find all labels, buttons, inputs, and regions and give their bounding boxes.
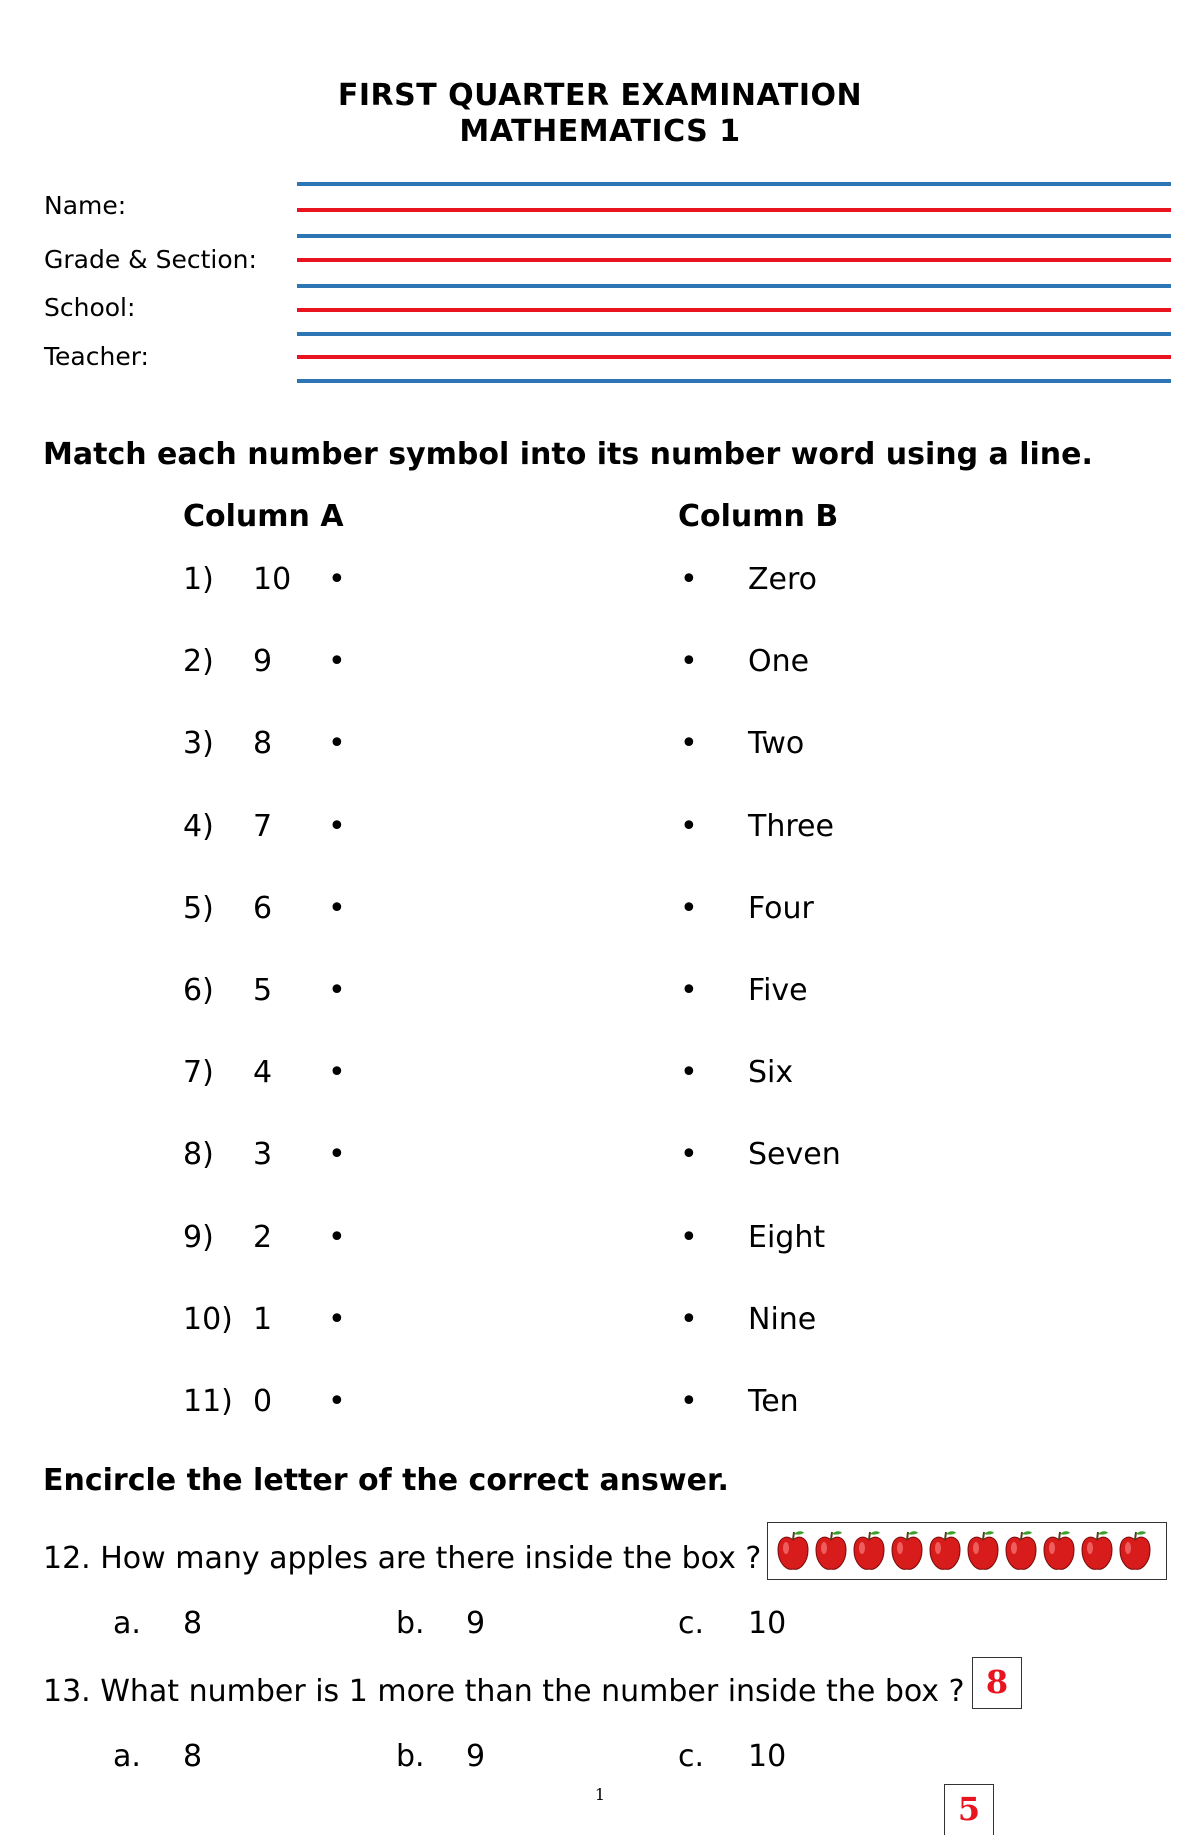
column-a-header: Column A (183, 499, 344, 534)
q13-option-b-value: 9 (466, 1739, 486, 1774)
match-number: 2) (183, 644, 214, 679)
question-13: 13. What number is 1 more than the number inside the box ? (43, 1674, 965, 1709)
apple-icon (814, 1528, 848, 1572)
grade-section-label: Grade & Section: (44, 245, 257, 274)
match-value: 0 (253, 1384, 273, 1419)
q12-option-c-value: 10 (748, 1606, 787, 1641)
column-a-dot[interactable]: • (328, 1220, 346, 1255)
match-number: 10) (183, 1302, 233, 1337)
match-number: 9) (183, 1220, 214, 1255)
column-b-dot[interactable]: • (680, 1055, 698, 1090)
apple-icon (890, 1528, 924, 1572)
match-number: 1) (183, 562, 214, 597)
q12-option-c-letter[interactable]: c. (678, 1606, 705, 1641)
q12-option-b-value: 9 (466, 1606, 486, 1641)
apple-box (767, 1522, 1167, 1580)
apple-icon (852, 1528, 886, 1572)
column-b-dot[interactable]: • (680, 1220, 698, 1255)
q13-option-a-value: 8 (183, 1739, 203, 1774)
subject-title: MATHEMATICS 1 (459, 114, 741, 149)
column-b-dot[interactable]: • (680, 1137, 698, 1172)
apple-icon (1080, 1528, 1114, 1572)
match-word: Two (748, 726, 805, 761)
column-b-dot[interactable]: • (680, 973, 698, 1008)
teacher-label: Teacher: (44, 342, 149, 371)
q13-option-c-letter[interactable]: c. (678, 1739, 705, 1774)
match-value: 5 (253, 973, 273, 1008)
writing-line-blue (297, 284, 1171, 288)
apple-icon (776, 1528, 810, 1572)
column-b-dot[interactable]: • (680, 891, 698, 926)
match-value: 4 (253, 1055, 273, 1090)
match-number: 11) (183, 1384, 233, 1419)
match-number: 8) (183, 1137, 214, 1172)
column-b-dot[interactable]: • (680, 562, 698, 597)
column-a-dot[interactable]: • (328, 1055, 346, 1090)
q12-option-b-letter[interactable]: b. (396, 1606, 425, 1641)
match-word: Zero (748, 562, 818, 597)
match-number: 7) (183, 1055, 214, 1090)
column-a-dot[interactable]: • (328, 1302, 346, 1337)
column-a-dot[interactable]: • (328, 562, 346, 597)
box-number: 8 (985, 1663, 1009, 1701)
match-value: 9 (253, 644, 273, 679)
column-a-dot[interactable]: • (328, 891, 346, 926)
match-word: Five (748, 973, 808, 1008)
name-label: Name: (44, 191, 127, 220)
column-a-dot[interactable]: • (328, 973, 346, 1008)
question-12: 12. How many apples are there inside the box ? (43, 1541, 762, 1576)
column-a-dot[interactable]: • (328, 809, 346, 844)
page-number: 1 (594, 1785, 606, 1804)
writing-line-blue (297, 332, 1171, 336)
match-word: Nine (748, 1302, 817, 1337)
apple-icon (1118, 1528, 1152, 1572)
number-box-q14 (944, 1784, 994, 1835)
apple-icon (966, 1528, 1000, 1572)
exam-title: FIRST QUARTER EXAMINATION (337, 78, 863, 113)
apple-icon (928, 1528, 962, 1572)
column-a-dot[interactable]: • (328, 644, 346, 679)
match-word: Six (748, 1055, 794, 1090)
column-b-dot[interactable]: • (680, 726, 698, 761)
q13-option-c-value: 10 (748, 1739, 787, 1774)
match-word: Four (748, 891, 814, 926)
column-b-dot[interactable]: • (680, 1384, 698, 1419)
mc-instruction: Encircle the letter of the correct answer. (43, 1463, 729, 1498)
school-label: School: (44, 293, 136, 322)
match-word: Three (748, 809, 834, 844)
grade-section-writing-line[interactable] (297, 258, 1171, 262)
box-number: 5 (957, 1790, 981, 1828)
writing-line-blue (297, 182, 1171, 186)
match-word: Eight (748, 1220, 826, 1255)
writing-line-blue (297, 379, 1171, 383)
column-b-dot[interactable]: • (680, 809, 698, 844)
apple-icon (1004, 1528, 1038, 1572)
match-value: 2 (253, 1220, 273, 1255)
teacher-writing-line[interactable] (297, 355, 1171, 359)
column-a-dot[interactable]: • (328, 1137, 346, 1172)
name-writing-line[interactable] (297, 208, 1171, 212)
apple-icon (1042, 1528, 1076, 1572)
q12-option-a-value: 8 (183, 1606, 203, 1641)
match-number: 4) (183, 809, 214, 844)
match-word: One (748, 644, 810, 679)
match-word: Ten (748, 1384, 799, 1419)
q13-option-a-letter[interactable]: a. (113, 1739, 141, 1774)
match-value: 6 (253, 891, 273, 926)
writing-line-blue (297, 234, 1171, 238)
q13-option-b-letter[interactable]: b. (396, 1739, 425, 1774)
match-value: 1 (253, 1302, 273, 1337)
school-writing-line[interactable] (297, 308, 1171, 312)
match-number: 3) (183, 726, 214, 761)
match-number: 5) (183, 891, 214, 926)
column-b-dot[interactable]: • (680, 644, 698, 679)
match-number: 6) (183, 973, 214, 1008)
match-value: 3 (253, 1137, 273, 1172)
match-value: 10 (253, 562, 292, 597)
column-a-dot[interactable]: • (328, 1384, 346, 1419)
match-value: 7 (253, 809, 273, 844)
column-b-dot[interactable]: • (680, 1302, 698, 1337)
number-box-q13 (972, 1657, 1022, 1709)
match-value: 8 (253, 726, 273, 761)
column-b-header: Column B (678, 499, 839, 534)
matching-instruction: Match each number symbol into its number word using a line. (43, 437, 1093, 472)
match-word: Seven (748, 1137, 841, 1172)
column-a-dot[interactable]: • (328, 726, 346, 761)
q12-option-a-letter[interactable]: a. (113, 1606, 141, 1641)
